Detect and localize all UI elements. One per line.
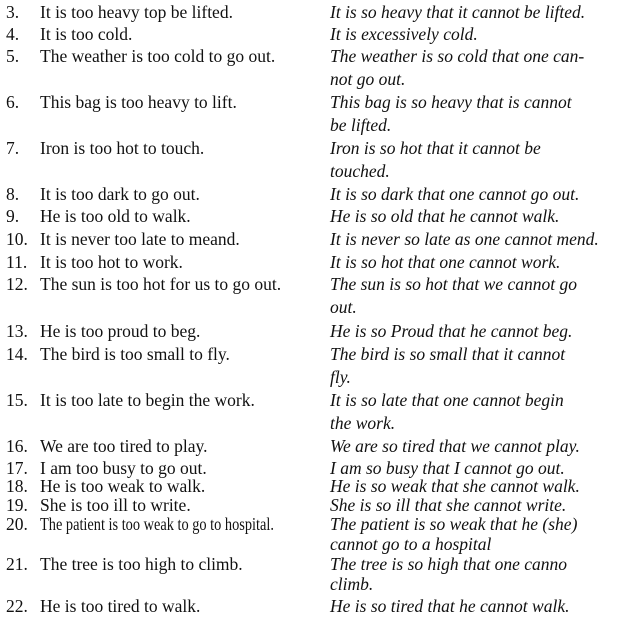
so-that-sentence-line: The patient is so weak that he (she) — [330, 514, 578, 534]
too-sentence: He is too tired to walk. — [40, 596, 201, 616]
item-number: 3. — [6, 2, 20, 22]
so-that-sentence-line: touched. — [330, 161, 390, 181]
item-number: 14. — [6, 344, 28, 364]
so-that-sentence-line: It is never so late as one cannot mend. — [330, 229, 599, 249]
so-that-sentence-line: She is so ill that she cannot write. — [330, 495, 567, 515]
item-number: 21. — [6, 554, 28, 574]
too-sentence: It is too heavy top be lifted. — [40, 2, 233, 22]
so-that-sentence-line: The sun is so hot that we cannot go — [330, 274, 577, 294]
so-that-sentence-line: It is so heavy that it cannot be lifted. — [330, 2, 586, 22]
so-that-sentence-line: The weather is so cold that one can- — [330, 46, 585, 66]
item-number: 22. — [6, 596, 28, 616]
so-that-sentence-line: I am so busy that I cannot go out. — [330, 458, 565, 478]
so-that-sentence-line: The bird is so small that it cannot — [330, 344, 566, 364]
so-that-sentence-line: He is so tired that he cannot walk. — [330, 596, 570, 616]
so-that-sentence-line: It is so dark that one cannot go out. — [330, 184, 580, 204]
too-sentence: We are too tired to play. — [40, 436, 208, 456]
too-sentence: It is too late to begin the work. — [40, 390, 255, 410]
so-that-sentence-line: climb. — [330, 574, 374, 594]
item-number: 17. — [6, 458, 28, 478]
so-that-sentence-line: It is so late that one cannot begin — [330, 390, 564, 410]
item-number: 6. — [6, 92, 20, 112]
too-sentence: It is too dark to go out. — [40, 184, 200, 204]
so-that-sentence-line: cannot go to a hospital — [330, 534, 492, 554]
item-number: 18. — [6, 476, 28, 496]
item-number: 5. — [6, 46, 20, 66]
so-that-sentence-line: It is excessively cold. — [330, 24, 478, 44]
too-sentence: The weather is too cold to go out. — [40, 46, 276, 66]
so-that-sentence-line: out. — [330, 297, 357, 317]
too-sentence: The patient is too weak to go to hospital. — [40, 514, 274, 534]
item-number: 11. — [6, 252, 28, 272]
so-that-sentence-line: Iron is so hot that it cannot be — [330, 138, 541, 158]
so-that-sentence-line: This bag is so heavy that is cannot — [330, 92, 572, 112]
so-that-sentence-line: the work. — [330, 413, 396, 433]
too-sentence: I am too busy to go out. — [40, 458, 207, 478]
too-sentence: It is never too late to meand. — [40, 229, 240, 249]
item-number: 20. — [6, 514, 28, 534]
too-sentence: He is too proud to beg. — [40, 321, 201, 341]
so-that-sentence-line: The tree is so high that one canno — [330, 554, 568, 574]
too-sentence: This bag is too heavy to lift. — [40, 92, 237, 112]
too-sentence: The tree is too high to climb. — [40, 554, 243, 574]
too-sentence: He is too weak to walk. — [40, 476, 206, 496]
item-number: 13. — [6, 321, 28, 341]
item-number: 12. — [6, 274, 28, 294]
item-number: 15. — [6, 390, 28, 410]
so-that-sentence-line: We are so tired that we cannot play. — [330, 436, 580, 456]
so-that-sentence-line: fly. — [330, 367, 351, 387]
too-sentence: Iron is too hot to touch. — [40, 138, 205, 158]
so-that-sentence-line: He is so Proud that he cannot beg. — [330, 321, 573, 341]
too-sentence: The sun is too hot for us to go out. — [40, 274, 282, 294]
item-number: 16. — [6, 436, 28, 456]
too-sentence: It is too hot to work. — [40, 252, 183, 272]
too-sentence: He is too old to walk. — [40, 206, 191, 226]
so-that-sentence-line: He is so old that he cannot walk. — [330, 206, 560, 226]
too-sentence: The bird is too small to fly. — [40, 344, 230, 364]
so-that-sentence-line: It is so hot that one cannot work. — [330, 252, 561, 272]
item-number: 8. — [6, 184, 20, 204]
so-that-sentence-line: not go out. — [330, 69, 406, 89]
item-number: 4. — [6, 24, 20, 44]
item-number: 10. — [6, 229, 28, 249]
item-number: 9. — [6, 206, 20, 226]
item-number: 7. — [6, 138, 20, 158]
so-that-sentence-line: He is so weak that she cannot walk. — [330, 476, 580, 496]
too-sentence: It is too cold. — [40, 24, 133, 44]
too-sentence: She is too ill to write. — [40, 495, 191, 515]
item-number: 19. — [6, 495, 28, 515]
so-that-sentence-line: be lifted. — [330, 115, 392, 135]
